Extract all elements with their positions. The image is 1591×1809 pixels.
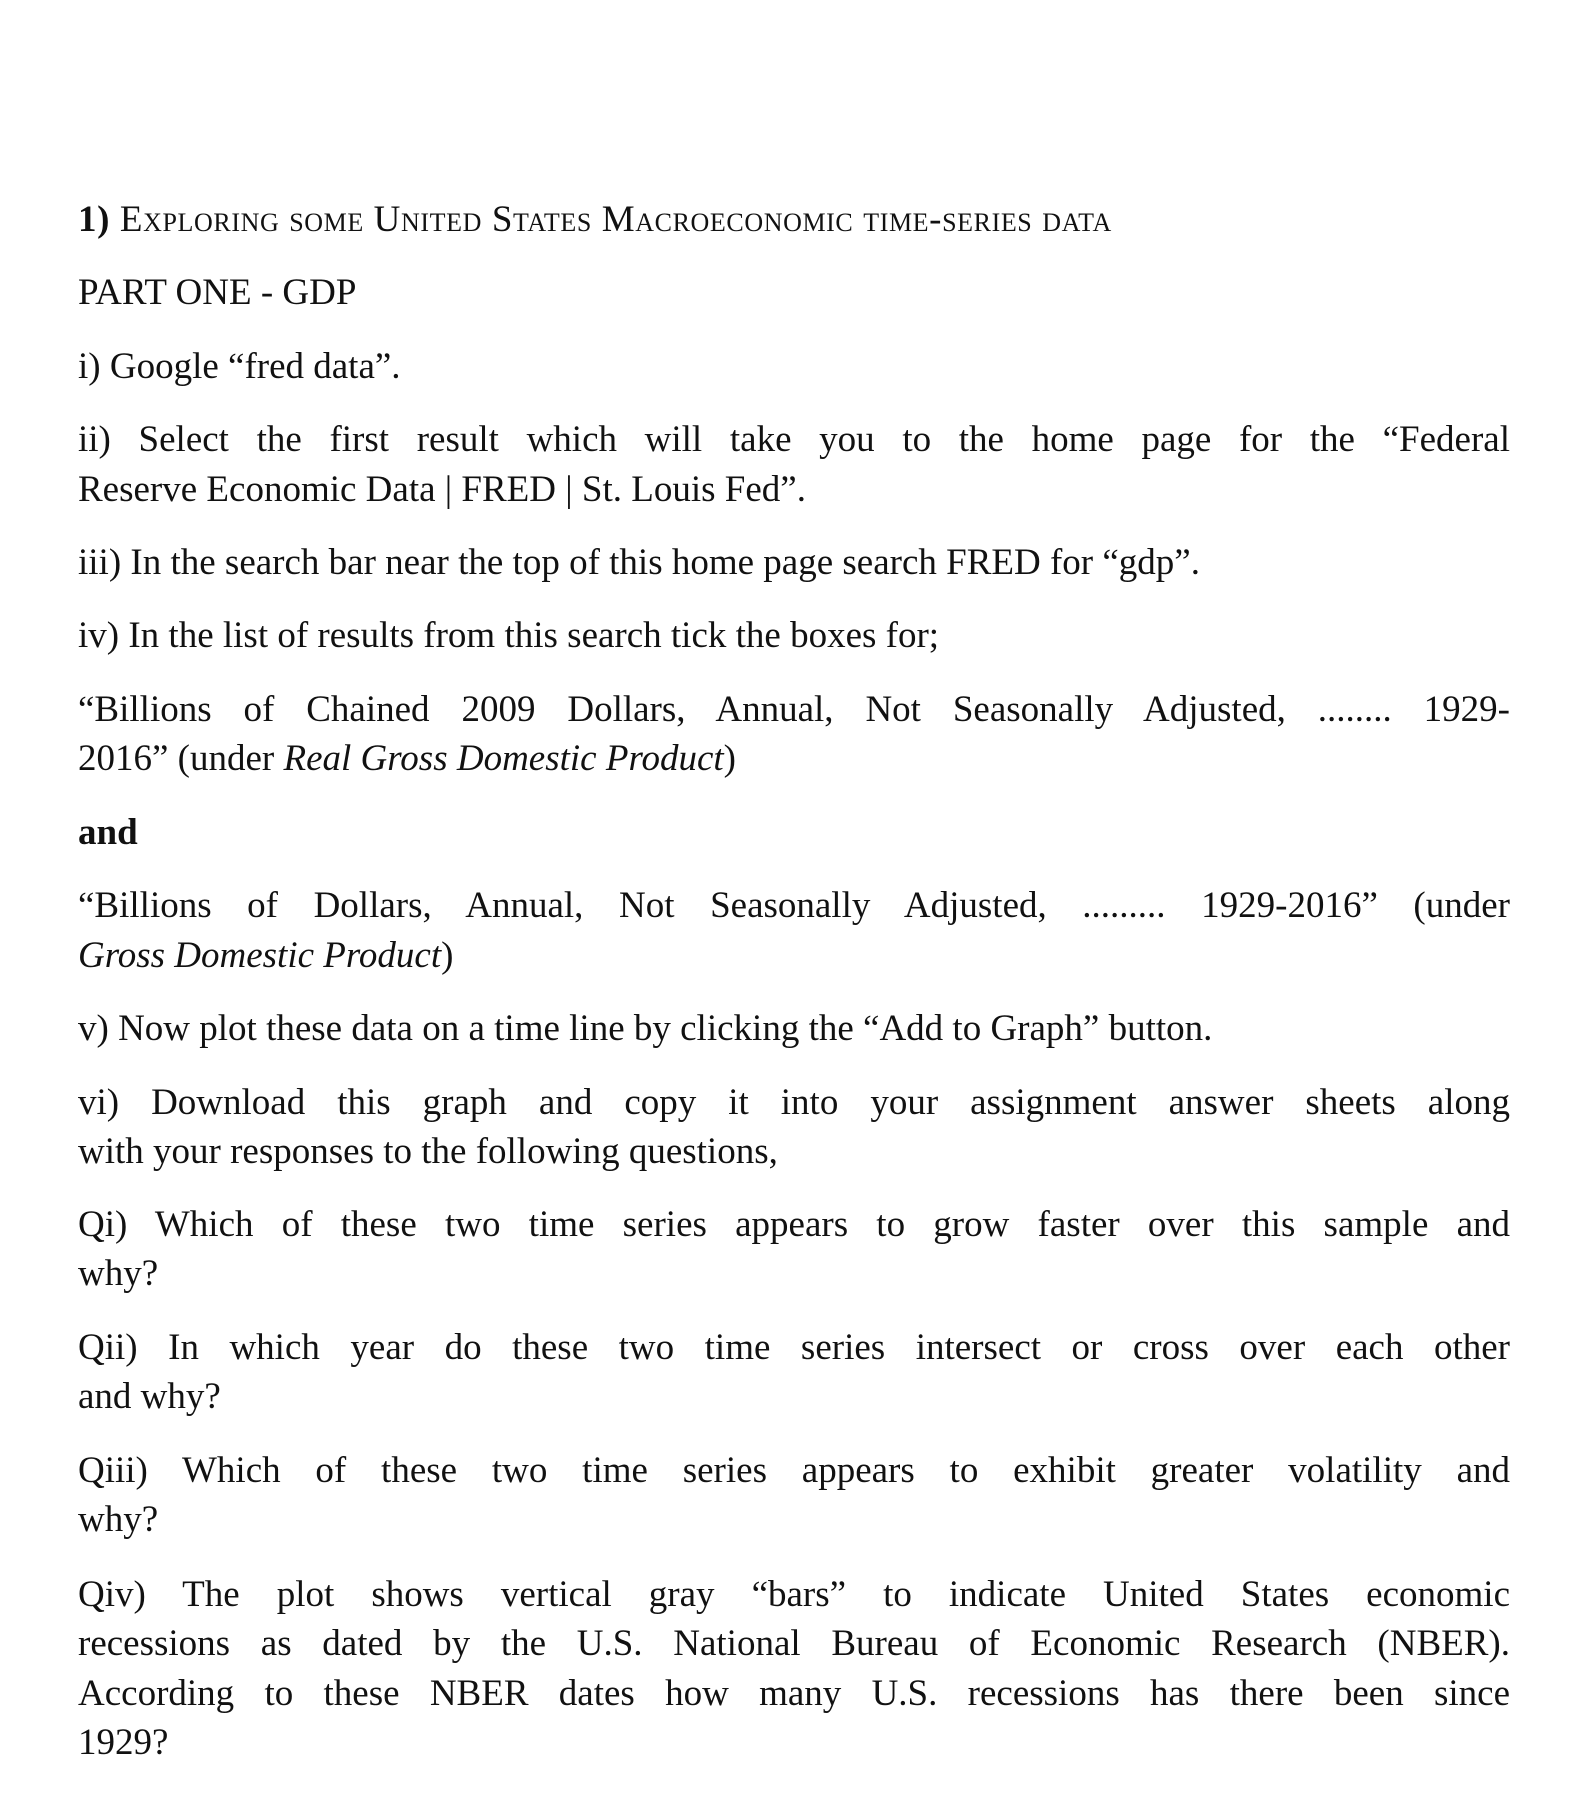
series-2-text: “Billions of Dollars, Annual, Not Seasonally Adjusted, ......... 1929-2016” (under [78,885,1510,926]
step-ii-line-1 [78,415,1510,465]
step-ii-line-2: Reserve Economic Data | FRED | St. Louis Fed”. [78,469,806,510]
series-1-category: Real Gross Domestic Product [283,738,724,779]
series-1-line-2 [78,734,1510,784]
question-qii-line-2: and why? [78,1376,221,1417]
step-v: v) Now plot these data on a time line by clicking the “Add to Graph” button. [78,1008,1213,1049]
series-2-suffix: ) [441,935,454,976]
question-qiv-line-1 [78,1570,1510,1620]
series-1-text: “Billions of Chained 2009 Dollars, Annual, Not Seasonally Adjusted, ........ 1929- [78,689,1510,730]
question-qi-text-1: Qi) Which of these two time series appears to grow faster over this sample and [78,1204,1510,1245]
question-qi-line-1 [78,1200,1510,1250]
step-iv: iv) In the list of results from this search tick the boxes for; [78,615,940,656]
question-qi-line-2: why? [78,1253,159,1294]
step-vi-line-1 [78,1078,1510,1128]
question-qiv-line-4: 1929? [78,1722,169,1763]
step-ii-text-1: ii) Select the first result which will take you to the home page for the “Federal [78,419,1510,460]
question-qiv-text-2: recessions as dated by the U.S. National Bureau of Economic Research (NBER). [78,1623,1510,1664]
question-qii-line-1 [78,1323,1510,1373]
question-qiii-line-2: why? [78,1499,159,1540]
question-qiv-text-1: Qiv) The plot shows vertical gray “bars” to indicate United States economic [78,1574,1510,1615]
conjunction-and: and [78,812,138,853]
question-qiv-line-3 [78,1669,1510,1719]
step-i: i) Google “fred data”. [78,346,401,387]
series-2-line-1 [78,881,1510,931]
series-2-category: Gross Domestic Product [78,935,442,976]
question-qiii-text-1: Qiii) Which of these two time series appears to exhibit greater volatility and [78,1450,1510,1491]
section-number: 1) [78,199,111,240]
step-vi-line-2: with your responses to the following questions, [78,1131,778,1172]
step-vi-text-1: vi) Download this graph and copy it into your assignment answer sheets along [78,1082,1510,1123]
question-qiii-line-1 [78,1446,1510,1496]
question-qiv-text-3: According to these NBER dates how many U.S. recessions has there been since [78,1673,1510,1714]
question-qiv-line-2 [78,1619,1510,1669]
section-title-text: Exploring some United States Macroeconomic time-series data [119,199,1112,240]
series-1-prefix: 2016” (under [78,738,284,779]
part-heading: PART ONE - GDP [78,272,357,313]
series-1-line-1 [78,685,1510,735]
section-title [78,195,1510,245]
question-qii-text-1: Qii) In which year do these two time series intersect or cross over each other [78,1327,1510,1368]
series-1-suffix: ) [723,738,736,779]
step-iii: iii) In the search bar near the top of this home page search FRED for “gdp”. [78,542,1200,583]
series-2-line-2 [78,931,1510,981]
